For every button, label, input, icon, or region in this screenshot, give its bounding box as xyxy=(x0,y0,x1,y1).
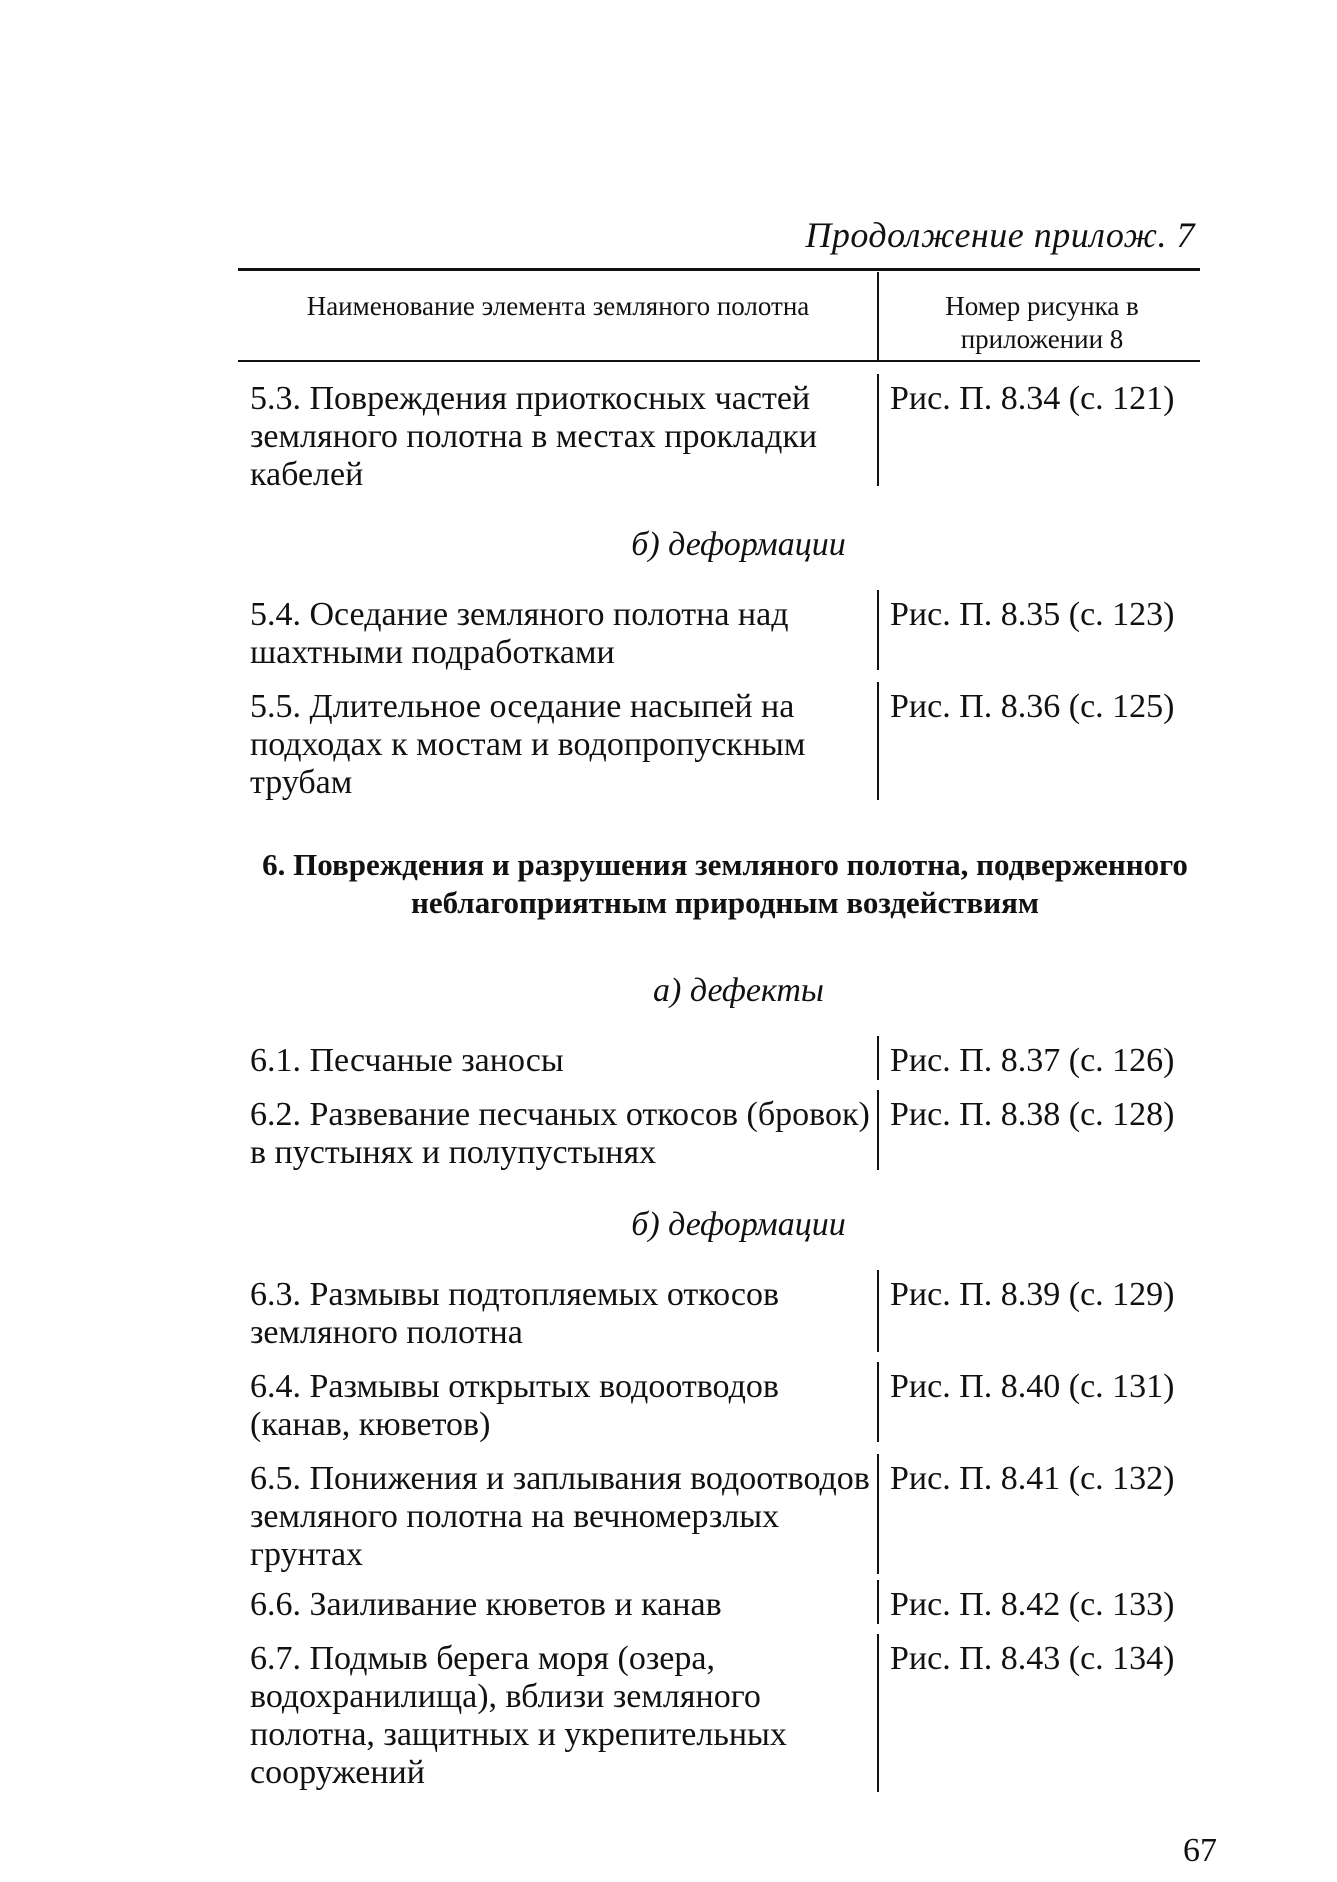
page-number: 67 xyxy=(1183,1832,1217,1869)
figure-reference: Рис. П. 8.38 (с. 128) xyxy=(890,1096,1175,1133)
column-divider xyxy=(877,1580,879,1624)
figure-reference: Рис. П. 8.40 (с. 131) xyxy=(890,1368,1175,1405)
element-name: 5.4. Оседание земляного полотна над шахтными подработками xyxy=(250,596,789,671)
element-name: 6.1. Песчаные заносы xyxy=(250,1042,564,1079)
element-name: 5.3. Повреждения приоткосных частей земляного полотна в местах прокладки кабелей xyxy=(250,380,818,493)
element-name: 6.4. Размывы открытых водоотводов (канав, кюветов) xyxy=(250,1368,779,1443)
element-name: 6.2. Развевание песчаных откосов (бровок) в пустынях и полупустынях xyxy=(250,1096,870,1171)
header-column-divider xyxy=(877,272,879,360)
column-divider xyxy=(877,1036,879,1080)
column-divider xyxy=(877,1090,879,1170)
subheading-defects: а) дефекты xyxy=(653,972,824,1009)
figure-reference: Рис. П. 8.36 (с. 125) xyxy=(890,688,1175,725)
column-divider xyxy=(877,590,879,670)
figure-reference: Рис. П. 8.34 (с. 121) xyxy=(890,380,1175,417)
element-name: 5.5. Длительное оседание насыпей на подходах к мостам и водопропускным трубам xyxy=(250,688,806,801)
element-name: 6.7. Подмыв берега моря (озера, водохранилища), вблизи земляного полотна, защитных и укрепительных сооружений xyxy=(250,1640,787,1791)
column-divider xyxy=(877,682,879,800)
subheading-deformations: б) деформации xyxy=(631,1206,846,1243)
table-header-rule xyxy=(238,360,1200,362)
figure-reference: Рис. П. 8.43 (с. 134) xyxy=(890,1640,1175,1677)
column-header-element-name: Наименование элемента земляного полотна xyxy=(306,291,810,321)
element-name: 6.6. Заиливание кюветов и канав xyxy=(250,1586,722,1623)
column-divider xyxy=(877,1634,879,1792)
element-name: 6.3. Размывы подтопляемых откосов земляного полотна xyxy=(250,1276,780,1351)
column-divider xyxy=(877,374,879,486)
figure-reference: Рис. П. 8.39 (с. 129) xyxy=(890,1276,1175,1313)
column-header-figure-number: Номер рисунка в приложении 8 xyxy=(945,291,1139,354)
section-title: 6. Повреждения и разрушения земляного полотна, подверженного неблагоприятным природным воздействиям xyxy=(262,847,1188,920)
table-top-rule xyxy=(238,268,1200,271)
subheading-deformations: б) деформации xyxy=(631,526,846,563)
figure-reference: Рис. П. 8.37 (с. 126) xyxy=(890,1042,1175,1079)
column-divider xyxy=(877,1270,879,1352)
column-divider xyxy=(877,1454,879,1574)
figure-reference: Рис. П. 8.42 (с. 133) xyxy=(890,1586,1175,1623)
column-divider xyxy=(877,1362,879,1442)
figure-reference: Рис. П. 8.41 (с. 132) xyxy=(890,1460,1175,1497)
figure-reference: Рис. П. 8.35 (с. 123) xyxy=(890,596,1175,633)
element-name: 6.5. Понижения и заплывания водоотводов земляного полотна на вечномерзлых грунтах xyxy=(250,1460,870,1573)
continuation-note: Продолжение прилож. 7 xyxy=(805,215,1195,255)
